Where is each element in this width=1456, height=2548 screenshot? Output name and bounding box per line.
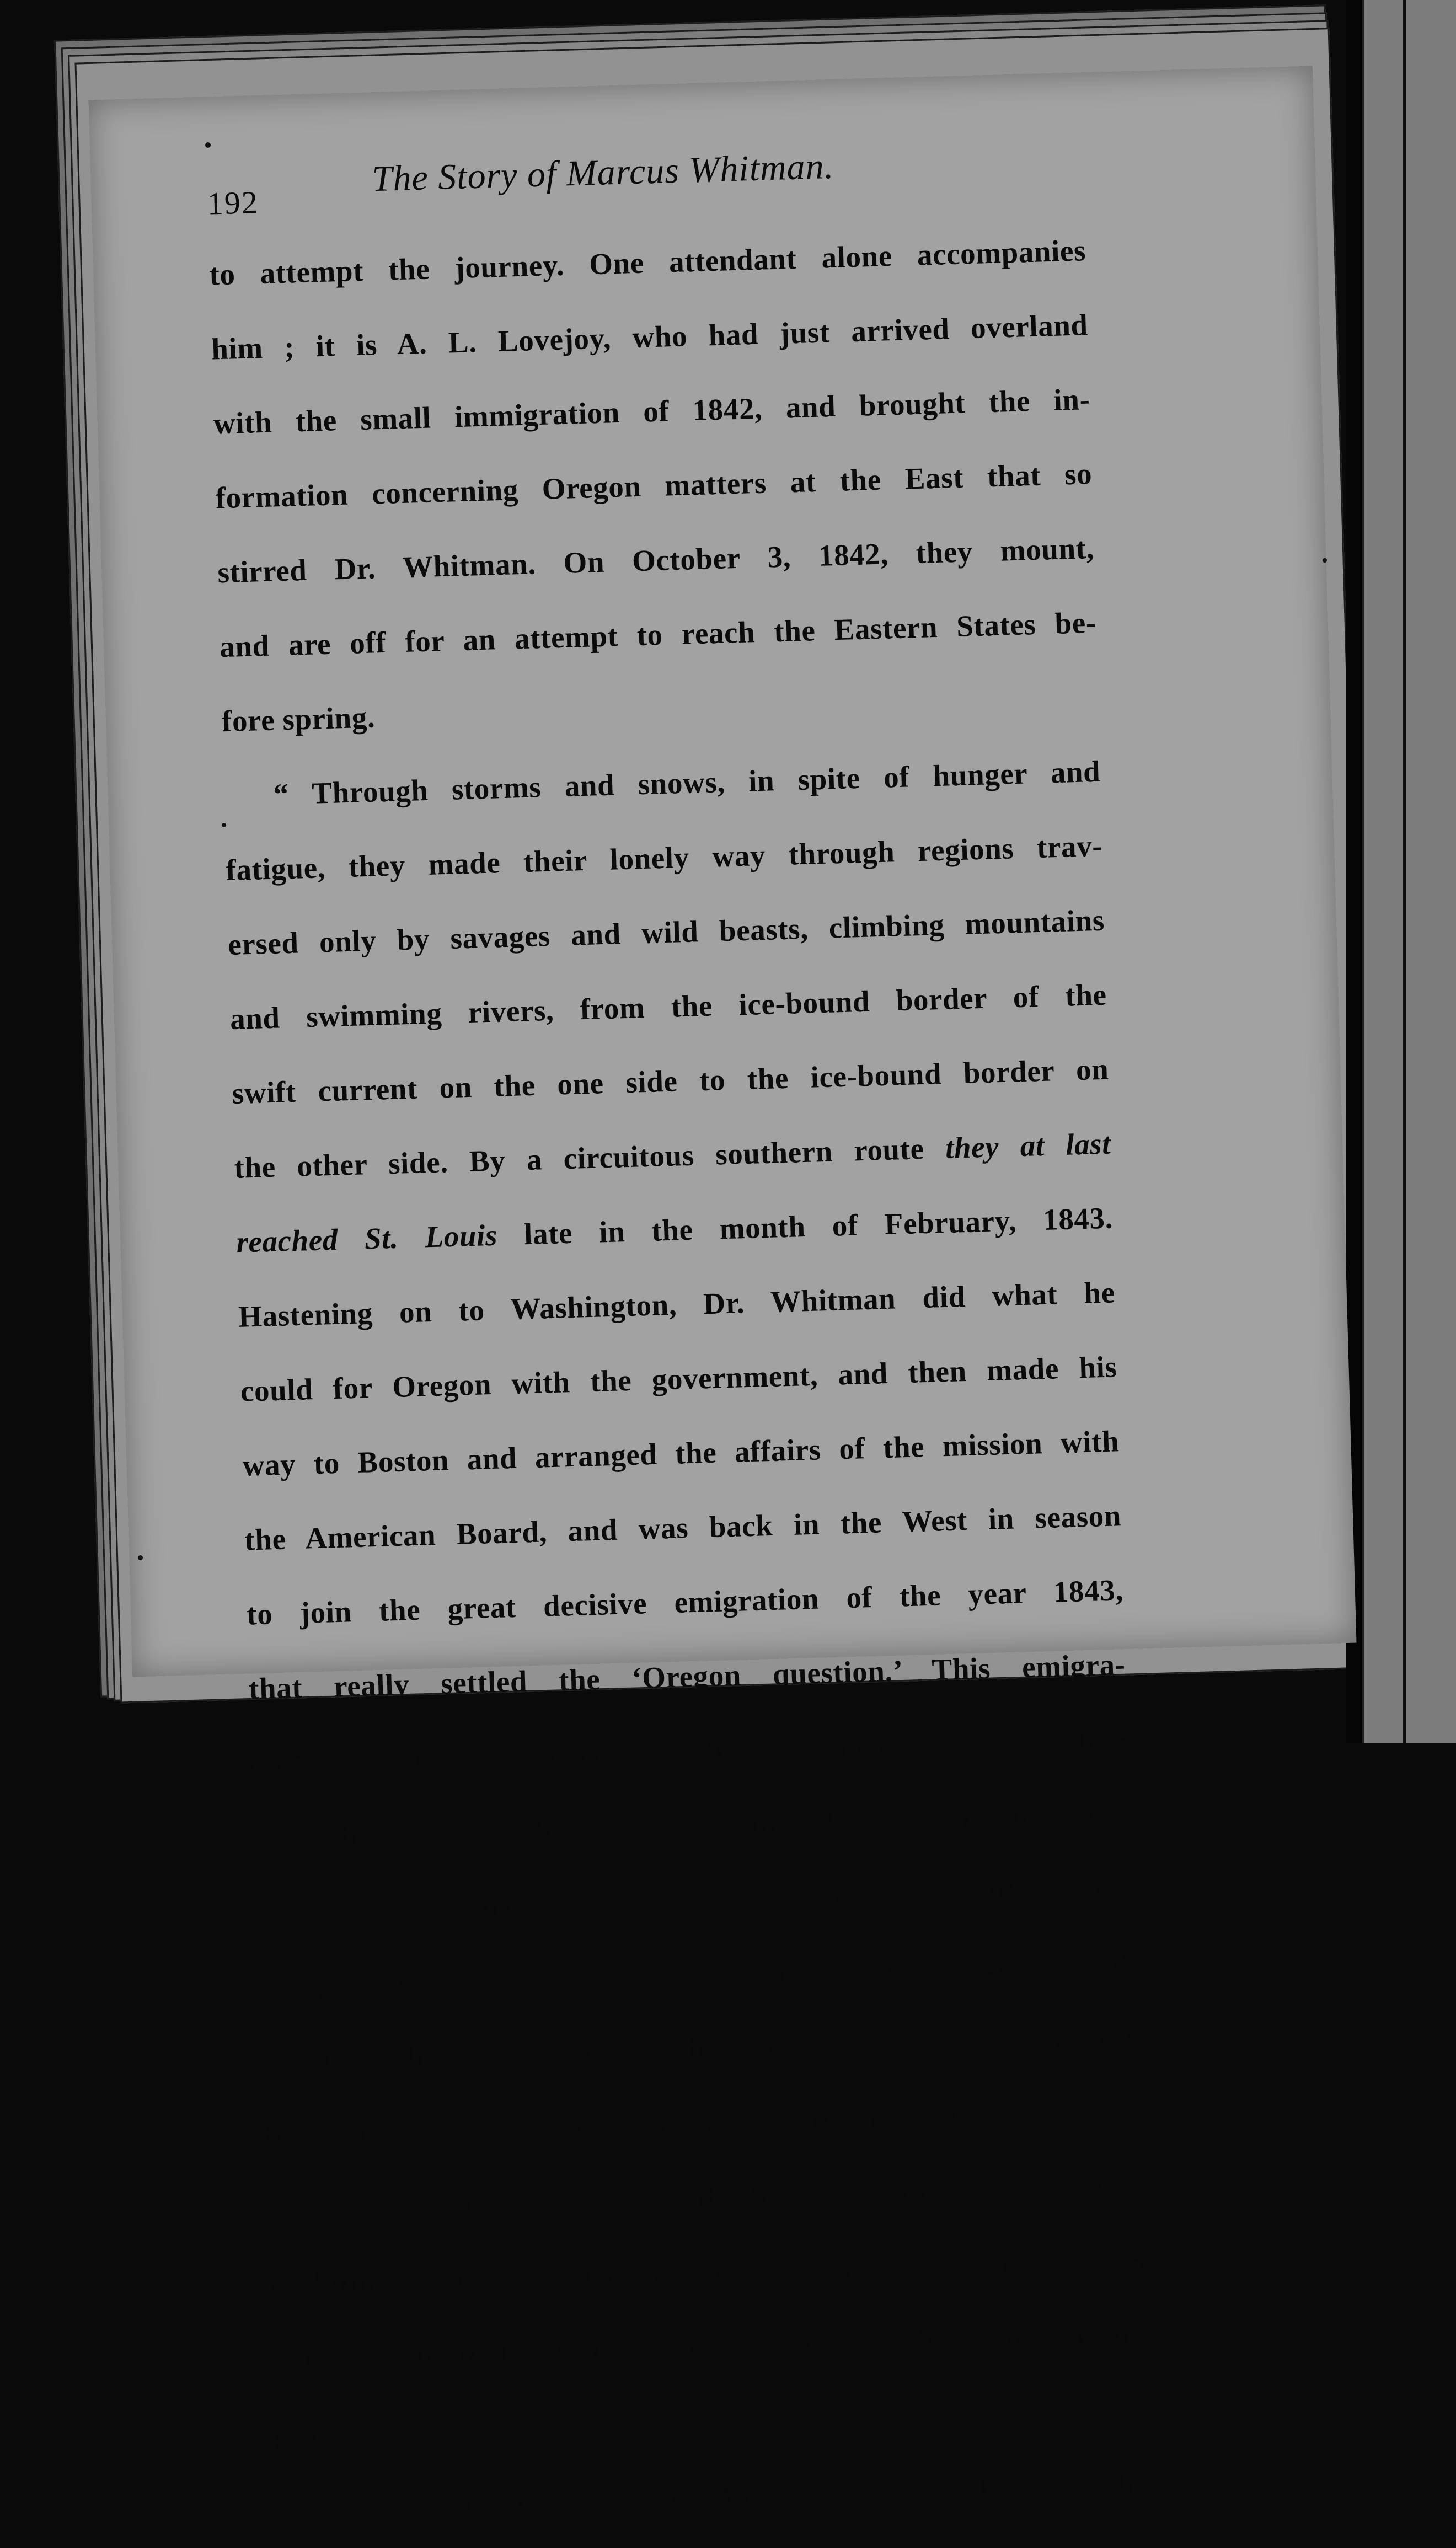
text-line: ersed only by savages and wild beasts, climbing mountains — [227, 903, 1105, 962]
text-line: stirred Dr. Whitman. On October 3, 1842, they mount, — [217, 531, 1095, 590]
text-line: to attempt the journey. One attendant alone accompanies — [208, 233, 1086, 292]
text-line: fatigue, they made their lonely way through regions trav- — [225, 828, 1103, 887]
text-line: emigration and awaken an interest in Oregon. And, — [256, 1945, 1134, 2004]
page-number: 192 — [206, 184, 259, 222]
text-line: the American Board, and was back in the West in season — [244, 1498, 1122, 1557]
page-body-text — [208, 213, 1149, 2545]
text-line: preliminary step toward it was soon taken, by the year’s — [265, 2242, 1143, 2301]
text-line: although he found that the actual settlement of the — [259, 2019, 1137, 2078]
text-line: pation.’ ” — [269, 2412, 394, 2450]
text-line: that really settled the ‘Oregon question.’ This emigra- — [248, 1647, 1126, 1706]
dust-speck — [222, 823, 226, 827]
book-page — [89, 66, 1357, 2523]
text-line: to join the great decisive emigration of the year 1843, — [246, 1573, 1124, 1631]
dust-speck — [1323, 558, 1327, 563]
text-line: and are off for an attempt to reach the Eastern States be- — [219, 605, 1097, 664]
text-line: tion consisted of nearly a thousand persons. Dr. Whit- — [250, 1722, 1128, 1780]
text-line: could for Oregon with the government, and then made his — [240, 1350, 1118, 1408]
text-line: man did all that he possibly could, by speech and pen, — [252, 1796, 1130, 1855]
text-run: late in the month of February, 1843. — [523, 1201, 1114, 1251]
text-line: “ Through storms and snows, in spite of hunger and — [272, 754, 1101, 811]
running-title: The Story of Marcus Whitman. — [371, 146, 835, 200]
text-line: notice given in 1844 of the termination of the ‘ joint occu- — [267, 2317, 1145, 2376]
italic-run: reached St. Louis — [235, 1218, 498, 1259]
text-line: and swimming rivers, from the ice-bound border of the — [229, 977, 1107, 1036]
facing-page-rule — [1403, 0, 1406, 1743]
text-line: Hastening on to Washington, Dr. Whitman did what he — [238, 1275, 1116, 1334]
text-line: him ; it is A. L. Lovejoy, who had just arrived overland — [211, 308, 1089, 366]
text-line: was not as near as he had been led to suppose, the — [263, 2168, 1141, 2227]
text-line: way to Boston and arranged the affairs of the mission with — [242, 1424, 1120, 1482]
text-line: fore spring. — [221, 700, 376, 738]
dust-speck — [138, 1555, 143, 1560]
dust-speck — [205, 142, 211, 148]
text-line: formation concerning Oregon matters at the East that so — [215, 457, 1093, 515]
text-line: swift current on the one side to the ice-bound border on — [232, 1052, 1110, 1110]
text-line: during the short time he was East, to stimulate the — [254, 1871, 1132, 1929]
facing-page-strip — [1362, 0, 1456, 1743]
page-header — [206, 134, 1256, 229]
italic-run: they at last — [945, 1126, 1111, 1165]
text-line: boundary line between England and the United States — [260, 2094, 1138, 2153]
text-line: Of Dr. Whitman’s services to the cause while at Wash- — [320, 2466, 1149, 2523]
text-run: the other side. By a circuitous southern route — [233, 1132, 925, 1185]
text-line: with the small immigration of 1842, and brought the in- — [213, 382, 1091, 441]
